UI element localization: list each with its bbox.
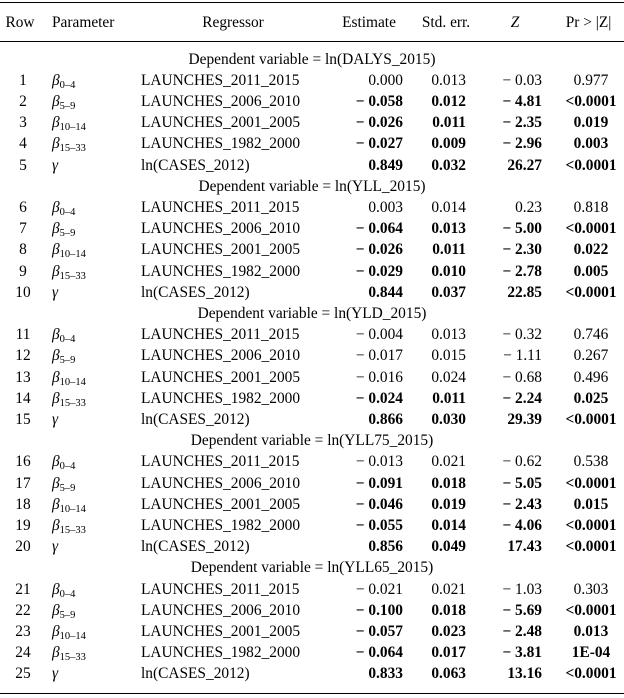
- std-err-cell: 0.011: [432, 114, 466, 132]
- table-row: [0, 261, 624, 282]
- regressor-cell: LAUNCHES_2011_2015: [141, 453, 300, 471]
- std-err-cell: 0.021: [431, 453, 466, 471]
- parameter-subscript: 10–14: [59, 630, 86, 642]
- std-err-cell: 0.015: [431, 347, 466, 365]
- estimate-cell: − 0.057: [355, 622, 403, 640]
- p-value-cell: <0.0001: [565, 220, 617, 238]
- estimate-cell: − 0.091: [355, 474, 403, 492]
- table-row: [0, 409, 624, 430]
- regressor-cell: LAUNCHES_2001_2005: [141, 368, 301, 386]
- row-number: 5: [19, 156, 27, 174]
- p-value-cell: <0.0001: [565, 474, 617, 492]
- regressor-cell: LAUNCHES_1982_2000: [141, 644, 301, 662]
- std-err-cell: 0.014: [431, 516, 466, 534]
- z-cell: − 2.35: [502, 114, 542, 132]
- table-row: [0, 473, 624, 494]
- bottom-rule: [0, 693, 624, 694]
- row-number: 25: [15, 665, 31, 683]
- row-number: 15: [15, 410, 31, 428]
- parameter-subscript: 10–14: [59, 503, 86, 515]
- parameter-subscript: 5–9: [59, 100, 76, 112]
- estimate-cell: 0.844: [368, 283, 403, 301]
- regressor-cell: LAUNCHES_2006_2010: [141, 601, 301, 619]
- estimate-cell: − 0.017: [355, 347, 403, 365]
- table-row: [0, 367, 624, 388]
- parameter-symbol: β: [52, 495, 60, 513]
- std-err-cell: 0.024: [431, 368, 466, 386]
- regressor-cell: ln(CASES_2012): [141, 410, 250, 428]
- p-value-cell: <0.0001: [565, 156, 617, 174]
- row-number: 21: [15, 580, 31, 598]
- header-std-err: Std. err.: [421, 14, 471, 31]
- table-row: [0, 388, 624, 409]
- std-err-cell: 0.013: [431, 326, 466, 344]
- regressor-cell: ln(CASES_2012): [141, 665, 250, 683]
- parameter-symbol: γ: [52, 665, 59, 683]
- table-row: [0, 494, 624, 515]
- table-row: [0, 642, 624, 663]
- row-number: 12: [15, 347, 31, 365]
- regressor-cell: LAUNCHES_1982_2000: [141, 262, 301, 280]
- z-cell: − 3.81: [502, 644, 542, 662]
- std-err-cell: 0.013: [431, 220, 466, 238]
- z-cell: − 2.48: [502, 622, 542, 640]
- z-cell: − 0.68: [502, 368, 542, 386]
- p-value-cell: 0.538: [573, 453, 609, 471]
- regressor-cell: ln(CASES_2012): [141, 283, 250, 301]
- std-err-cell: 0.017: [431, 644, 466, 662]
- table-row: [0, 70, 624, 91]
- z-cell: 0.23: [515, 198, 542, 216]
- parameter-symbol: β: [52, 622, 60, 640]
- p-value-cell: 0.303: [573, 580, 609, 598]
- header-z: Z: [510, 14, 520, 31]
- std-err-cell: 0.012: [431, 92, 466, 110]
- parameter-subscript: 15–33: [59, 270, 86, 282]
- estimate-cell: − 0.055: [355, 516, 403, 534]
- parameter-subscript: 5–9: [59, 482, 76, 494]
- regressor-cell: LAUNCHES_2006_2010: [141, 347, 301, 365]
- std-err-cell: 0.018: [431, 474, 466, 492]
- section-title: Dependent variable = ln(YLD_2015): [197, 304, 427, 322]
- z-cell: − 5.05: [502, 474, 542, 492]
- parameter-subscript: 0–4: [59, 588, 76, 600]
- z-cell: − 2.24: [502, 389, 542, 407]
- table-row: [0, 515, 624, 536]
- row-number: 24: [15, 644, 31, 662]
- p-value-cell: <0.0001: [565, 538, 617, 556]
- parameter-subscript: 10–14: [59, 122, 86, 134]
- estimate-cell: − 0.004: [355, 326, 403, 344]
- header-estimate: Estimate: [342, 14, 396, 31]
- z-cell: 22.85: [507, 283, 542, 301]
- regressor-cell: LAUNCHES_2001_2005: [141, 622, 301, 640]
- regressor-cell: LAUNCHES_1982_2000: [141, 516, 301, 534]
- p-value-cell: <0.0001: [565, 516, 617, 534]
- regressor-cell: LAUNCHES_2006_2010: [141, 220, 301, 238]
- parameter-subscript: 5–9: [59, 228, 76, 240]
- p-value-cell: <0.0001: [565, 410, 617, 428]
- row-number: 3: [19, 114, 27, 132]
- section-title: Dependent variable = ln(YLL_2015): [198, 177, 426, 195]
- table-row: [0, 451, 624, 472]
- std-err-cell: 0.013: [431, 71, 466, 89]
- estimate-cell: − 0.016: [355, 368, 403, 386]
- p-value-cell: <0.0001: [565, 283, 617, 301]
- z-cell: − 2.30: [502, 241, 542, 259]
- parameter-symbol: β: [52, 262, 60, 280]
- p-value-cell: <0.0001: [565, 665, 617, 683]
- p-value-cell: 0.003: [573, 135, 609, 153]
- std-err-cell: 0.023: [431, 622, 466, 640]
- p-value-cell: 0.015: [573, 495, 609, 513]
- parameter-symbol: β: [52, 198, 60, 216]
- row-number: 16: [15, 453, 31, 471]
- parameter-symbol: β: [52, 368, 60, 386]
- parameter-symbol: β: [52, 601, 60, 619]
- z-cell: − 0.03: [502, 71, 542, 89]
- z-cell: 13.16: [507, 665, 542, 683]
- header-rule: [0, 41, 624, 42]
- section-title: Dependent variable = ln(DALYS_2015): [188, 50, 436, 68]
- regressor-cell: LAUNCHES_2006_2010: [141, 92, 301, 110]
- parameter-symbol: β: [52, 453, 60, 471]
- z-cell: 17.43: [507, 538, 542, 556]
- header-row-number: Row: [5, 14, 35, 31]
- estimate-cell: 0.000: [368, 71, 403, 89]
- row-number: 8: [19, 241, 27, 259]
- row-number: 22: [15, 601, 31, 619]
- estimate-cell: 0.849: [368, 156, 403, 174]
- std-err-cell: 0.009: [431, 135, 466, 153]
- regressor-cell: LAUNCHES_2011_2015: [141, 580, 300, 598]
- p-value-cell: 0.496: [573, 368, 609, 386]
- parameter-subscript: 15–33: [59, 524, 86, 536]
- regressor-cell: ln(CASES_2012): [141, 538, 250, 556]
- std-err-cell: 0.037: [431, 283, 466, 301]
- parameter-symbol: β: [52, 347, 60, 365]
- estimate-cell: − 0.027: [355, 135, 403, 153]
- estimate-cell: 0.833: [368, 665, 403, 683]
- row-number: 2: [19, 92, 27, 110]
- estimate-cell: − 0.064: [355, 220, 403, 238]
- table-row: [0, 621, 624, 642]
- table-row: [0, 239, 624, 260]
- std-err-cell: 0.019: [431, 495, 466, 513]
- table-row: [0, 155, 624, 176]
- p-value-cell: <0.0001: [565, 92, 617, 110]
- row-number: 14: [15, 389, 31, 407]
- row-number: 11: [15, 326, 31, 344]
- table-row: [0, 345, 624, 366]
- parameter-subscript: 0–4: [59, 79, 76, 91]
- parameter-symbol: β: [52, 71, 60, 89]
- estimate-cell: − 0.058: [355, 92, 403, 110]
- row-number: 17: [15, 474, 31, 492]
- regressor-cell: LAUNCHES_2011_2015: [141, 71, 300, 89]
- estimate-cell: − 0.024: [355, 389, 403, 407]
- parameter-symbol: β: [52, 92, 60, 110]
- parameter-subscript: 5–9: [59, 609, 76, 621]
- z-cell: − 4.06: [502, 516, 542, 534]
- p-value-cell: 0.977: [573, 71, 609, 89]
- std-err-cell: 0.018: [431, 601, 466, 619]
- parameter-symbol: β: [52, 580, 60, 598]
- row-number: 20: [15, 538, 31, 556]
- estimate-cell: − 0.064: [355, 644, 403, 662]
- top-rule: [0, 2, 624, 3]
- p-value-cell: 0.025: [573, 389, 609, 407]
- row-number: 6: [19, 198, 27, 216]
- regressor-cell: ln(CASES_2012): [141, 156, 250, 174]
- z-cell: − 2.96: [502, 135, 542, 153]
- parameter-cell: [52, 663, 58, 684]
- z-cell: − 1.11: [503, 347, 542, 365]
- parameter-cell: [52, 409, 58, 430]
- table-row: [0, 112, 624, 133]
- parameter-symbol: γ: [52, 538, 59, 556]
- z-cell: − 4.81: [502, 92, 542, 110]
- row-number: 19: [15, 516, 31, 534]
- z-cell: − 2.78: [502, 262, 542, 280]
- std-err-cell: 0.011: [432, 389, 466, 407]
- regressor-cell: LAUNCHES_2006_2010: [141, 474, 301, 492]
- estimate-cell: 0.003: [368, 198, 403, 216]
- header-p-value: Pr > |Z|: [565, 14, 612, 31]
- table-row: [0, 600, 624, 621]
- p-value-cell: 0.019: [573, 114, 609, 132]
- p-value-cell: 0.818: [573, 198, 609, 216]
- std-err-cell: 0.032: [431, 156, 466, 174]
- estimate-cell: 0.866: [368, 410, 403, 428]
- z-cell: − 1.03: [502, 580, 542, 598]
- estimate-cell: − 0.029: [355, 262, 403, 280]
- table-row: [0, 197, 624, 218]
- z-cell: − 5.69: [502, 601, 542, 619]
- parameter-symbol: β: [52, 114, 60, 132]
- parameter-subscript: 15–33: [59, 652, 86, 664]
- z-cell: 26.27: [507, 156, 542, 174]
- table-row: [0, 663, 624, 684]
- parameter-symbol: β: [52, 644, 60, 662]
- parameter-subscript: 10–14: [59, 249, 86, 261]
- parameter-cell: [52, 282, 58, 303]
- p-value-cell: 1E-04: [571, 644, 611, 662]
- p-value-cell: 0.267: [573, 347, 609, 365]
- table-row: [0, 536, 624, 557]
- header-regressor: Regressor: [202, 14, 264, 31]
- p-value-cell: 0.013: [573, 622, 609, 640]
- z-cell: − 5.00: [502, 220, 542, 238]
- table-row: [0, 282, 624, 303]
- parameter-subscript: 0–4: [59, 461, 76, 473]
- row-number: 10: [15, 283, 31, 301]
- regressor-cell: LAUNCHES_2001_2005: [141, 495, 301, 513]
- std-err-cell: 0.014: [431, 198, 466, 216]
- row-number: 4: [19, 135, 27, 153]
- estimate-cell: − 0.026: [355, 114, 403, 132]
- parameter-subscript: 15–33: [59, 397, 86, 409]
- std-err-cell: 0.063: [431, 665, 466, 683]
- row-number: 1: [19, 71, 27, 89]
- parameter-symbol: γ: [52, 156, 59, 174]
- parameter-subscript: 0–4: [59, 206, 76, 218]
- regressor-cell: LAUNCHES_1982_2000: [141, 135, 301, 153]
- parameter-symbol: γ: [52, 283, 59, 301]
- std-err-cell: 0.030: [431, 410, 466, 428]
- parameter-symbol: β: [52, 135, 60, 153]
- row-number: 7: [19, 220, 27, 238]
- p-value-cell: 0.005: [573, 262, 609, 280]
- parameter-subscript: 15–33: [59, 143, 86, 155]
- estimate-cell: − 0.026: [355, 241, 403, 259]
- estimate-cell: − 0.100: [355, 601, 403, 619]
- z-cell: − 2.43: [502, 495, 542, 513]
- header-row: [0, 12, 624, 33]
- parameter-symbol: β: [52, 516, 60, 534]
- parameter-symbol: β: [52, 326, 60, 344]
- std-err-cell: 0.011: [432, 241, 466, 259]
- parameter-subscript: 5–9: [59, 355, 76, 367]
- section-title: Dependent variable = ln(YLL65_2015): [190, 559, 434, 577]
- row-number: 13: [15, 368, 31, 386]
- std-err-cell: 0.010: [431, 262, 466, 280]
- z-cell: − 0.32: [502, 326, 542, 344]
- parameter-subscript: 0–4: [59, 334, 76, 346]
- row-number: 18: [15, 495, 31, 513]
- regressor-cell: LAUNCHES_2001_2005: [141, 114, 301, 132]
- parameter-symbol: β: [52, 474, 60, 492]
- table-row: [0, 579, 624, 600]
- parameter-subscript: 10–14: [59, 376, 86, 388]
- estimate-cell: − 0.021: [355, 580, 403, 598]
- table-row: [0, 218, 624, 239]
- parameter-symbol: γ: [52, 410, 59, 428]
- z-cell: − 0.62: [502, 453, 542, 471]
- row-number: 23: [15, 622, 31, 640]
- parameter-symbol: β: [52, 389, 60, 407]
- parameter-cell: [52, 536, 58, 557]
- header-parameter: Parameter: [52, 14, 115, 31]
- std-err-cell: 0.021: [431, 580, 466, 598]
- regressor-cell: LAUNCHES_2011_2015: [141, 198, 300, 216]
- table-row: [0, 91, 624, 112]
- regressor-cell: LAUNCHES_2001_2005: [141, 241, 301, 259]
- std-err-cell: 0.049: [431, 538, 466, 556]
- table-row: [0, 324, 624, 345]
- estimate-cell: − 0.046: [355, 495, 403, 513]
- regressor-cell: LAUNCHES_2011_2015: [141, 326, 300, 344]
- z-cell: 29.39: [507, 410, 542, 428]
- parameter-symbol: β: [52, 241, 60, 259]
- parameter-cell: [52, 155, 58, 176]
- row-number: 9: [19, 262, 27, 280]
- p-value-cell: <0.0001: [565, 601, 617, 619]
- estimate-cell: − 0.013: [355, 453, 403, 471]
- estimate-cell: 0.856: [368, 538, 403, 556]
- section-title: Dependent variable = ln(YLL75_2015): [190, 432, 434, 450]
- parameter-symbol: β: [52, 220, 60, 238]
- regressor-cell: LAUNCHES_1982_2000: [141, 389, 301, 407]
- table-row: [0, 133, 624, 154]
- p-value-cell: 0.746: [573, 326, 609, 344]
- p-value-cell: 0.022: [573, 241, 609, 259]
